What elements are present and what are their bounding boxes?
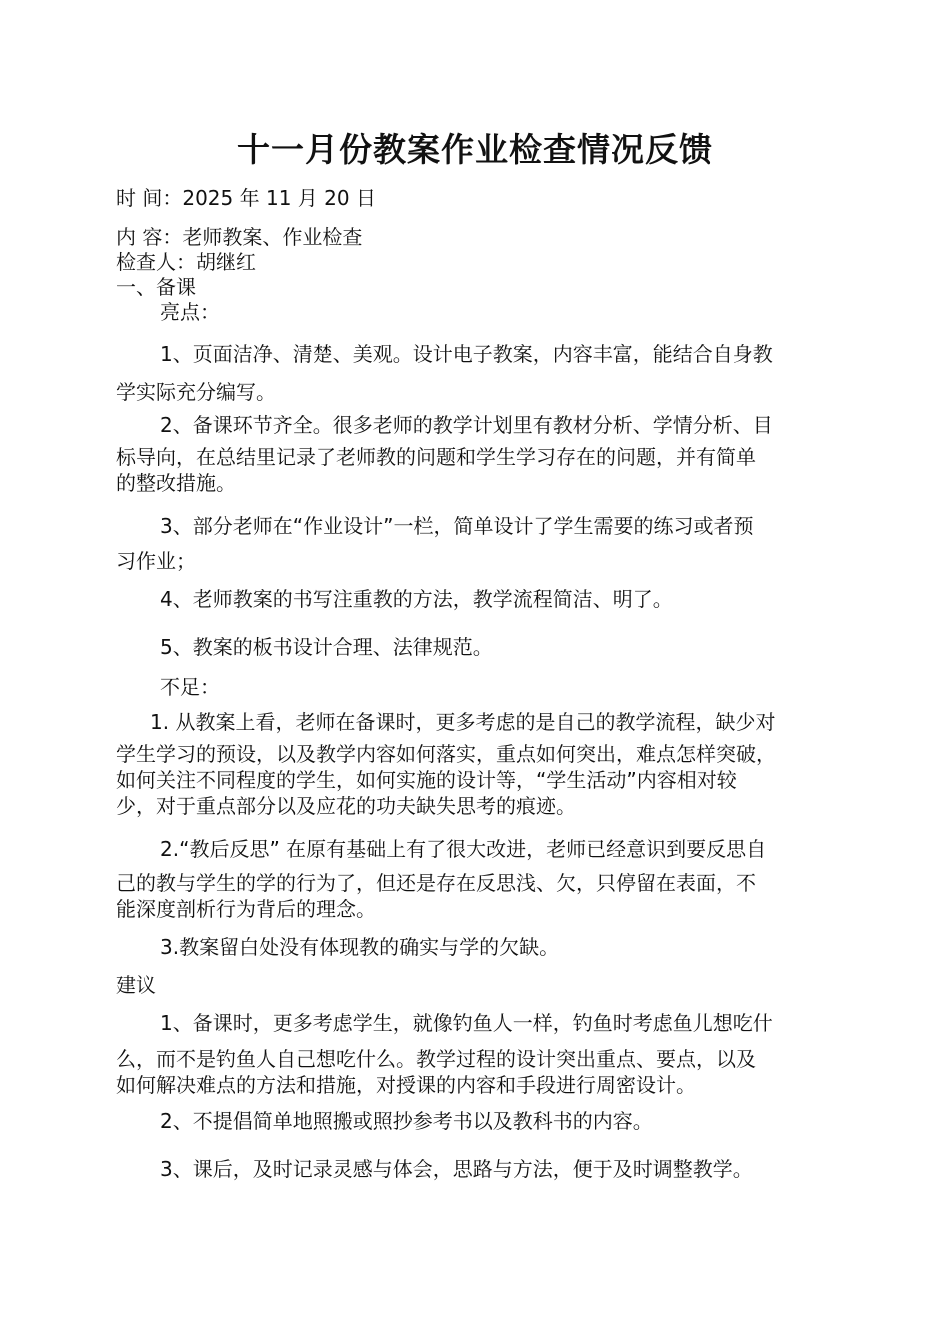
suggestion-line: 如何解决难点的方法和措施，对授课的内容和手段进行周密设计。 bbox=[116, 1073, 696, 1097]
highlight-line: 学实际充分编写。 bbox=[116, 380, 276, 404]
highlight-line: 2、备课环节齐全。很多老师的教学计划里有教材分析、学情分析、目 bbox=[160, 413, 773, 437]
suggestion-item bbox=[116, 1005, 846, 1103]
highlight-line: 标导向，在总结里记录了老师教的问题和学生学习存在的问题，并有简单 bbox=[116, 445, 756, 469]
suggestions-label: 建议 bbox=[116, 973, 156, 997]
shortcoming-line: 3.教案留白处没有体现教的确实与学的欠缺。 bbox=[160, 935, 560, 959]
suggestion-item bbox=[116, 1154, 846, 1184]
highlight-item bbox=[116, 509, 846, 579]
shortcoming-line: 学生学习的预设，以及教学内容如何落实，重点如何突出，难点怎样突破， bbox=[116, 742, 776, 766]
shortcoming-line: 1. 从教案上看，老师在备课时，更多考虑的是自己的教学流程，缺少对 bbox=[150, 710, 776, 734]
shortcoming-item bbox=[116, 832, 846, 926]
shortcomings-label: 不足： bbox=[160, 675, 220, 699]
highlight-line: 1、页面洁净、清楚、美观。设计电子教案，内容丰富，能结合自身教 bbox=[160, 342, 773, 366]
highlight-item bbox=[116, 335, 846, 411]
page-title: 十一月份教案作业检查情况反馈 bbox=[237, 130, 713, 169]
highlight-item bbox=[116, 584, 846, 614]
shortcoming-item bbox=[116, 706, 846, 822]
shortcoming-item bbox=[116, 932, 846, 962]
suggestion-item bbox=[116, 1106, 846, 1136]
highlights-label: 亮点： bbox=[160, 300, 220, 324]
meta-inspector: 检查人：胡继红 bbox=[116, 250, 256, 274]
shortcoming-line: 己的教与学生的学的行为了，但还是存在反思浅、欠，只停留在表面，不 bbox=[116, 871, 756, 895]
highlight-line: 的整改措施。 bbox=[116, 471, 236, 495]
highlight-line: 5、教案的板书设计合理、法律规范。 bbox=[160, 635, 493, 659]
shortcoming-line: 如何关注不同程度的学生，如何实施的设计等，“学生活动”内容相对较 bbox=[116, 768, 737, 792]
highlight-item bbox=[116, 632, 846, 662]
suggestion-line: 3、课后，及时记录灵感与体会，思路与方法，便于及时调整教学。 bbox=[160, 1157, 753, 1181]
suggestion-line: 1、备课时，更多考虑学生，就像钓鱼人一样，钓鱼时考虑鱼儿想吃什 bbox=[160, 1011, 773, 1035]
highlight-line: 3、部分老师在“作业设计”一栏，简单设计了学生需要的练习或者预 bbox=[160, 514, 754, 538]
section-heading-prep: 一、备课 bbox=[116, 275, 196, 299]
highlight-line: 习作业； bbox=[116, 549, 196, 573]
shortcoming-line: 能深度剖析行为背后的理念。 bbox=[116, 897, 376, 921]
suggestion-line: 么，而不是钓鱼人自己想吃什么。教学过程的设计突出重点、要点，以及 bbox=[116, 1047, 756, 1071]
meta-time: 时 间：2025 年 11 月 20 日 bbox=[116, 186, 376, 210]
meta-content: 内 容：老师教案、作业检查 bbox=[116, 225, 363, 249]
highlight-item bbox=[116, 409, 846, 499]
shortcoming-line: 少，对于重点部分以及应花的功夫缺失思考的痕迹。 bbox=[116, 794, 576, 818]
highlight-line: 4、老师教案的书写注重教的方法，教学流程简洁、明了。 bbox=[160, 587, 673, 611]
suggestion-line: 2、不提倡简单地照搬或照抄参考书以及教科书的内容。 bbox=[160, 1109, 653, 1133]
shortcoming-line: 2.“教后反思” 在原有基础上有了很大改进，老师已经意识到要反思自 bbox=[160, 837, 767, 861]
